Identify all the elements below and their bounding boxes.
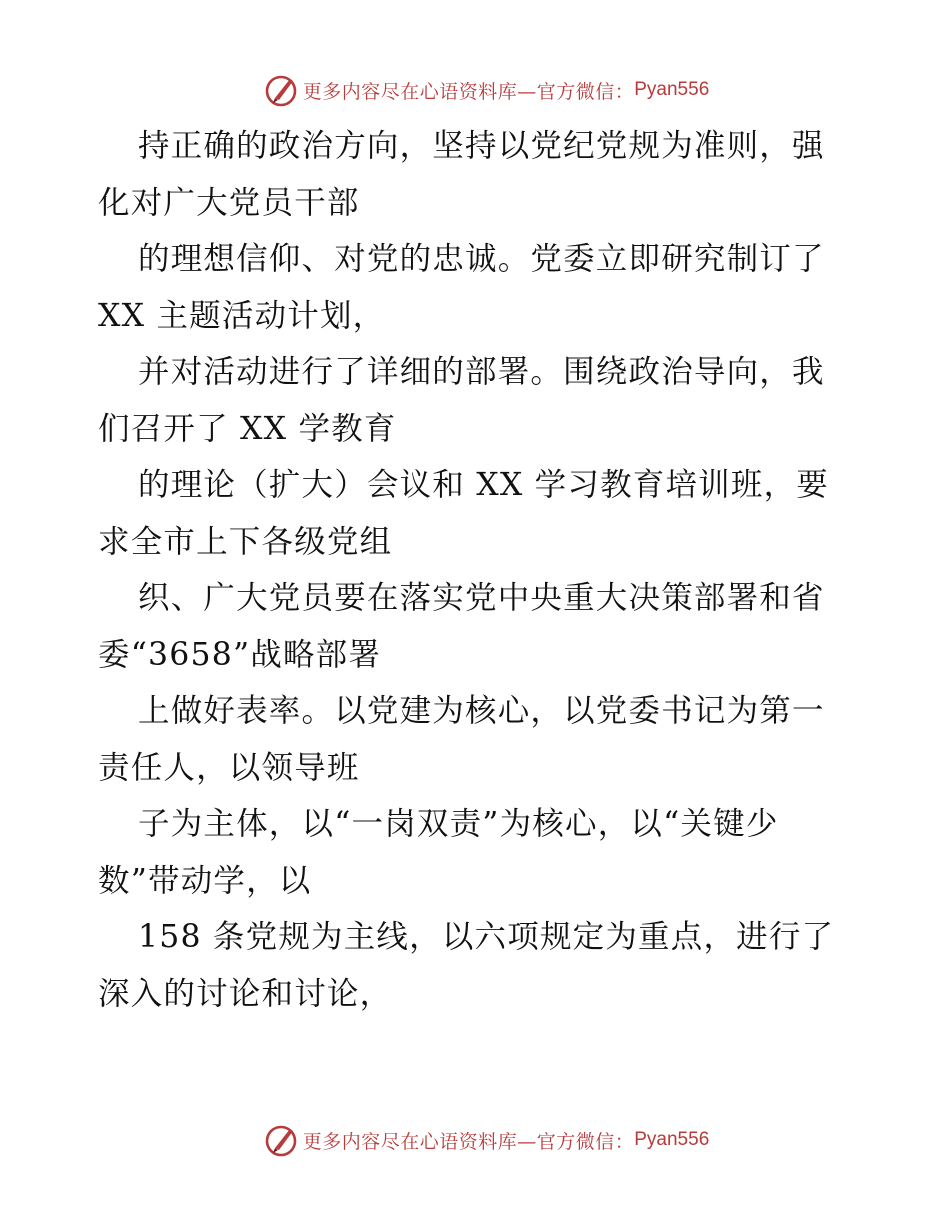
text-line: 委“3658”战略部署	[98, 636, 382, 673]
text-line: 们召开了 XX 学教育	[98, 410, 397, 447]
text-line: 子为主体，以“一岗双责”为核心，以“关键少	[138, 806, 779, 842]
text-line: 158 条党规为主线，以六项规定为重点，进行了	[138, 919, 835, 955]
text-line: 责任人，以领导班	[98, 749, 360, 786]
text-line: 持正确的政治方向，坚持以党纪党规为准则，强	[138, 128, 825, 164]
text-line: 化对广大党员干部	[98, 184, 360, 221]
text-line: 深入的讨论和讨论，	[98, 975, 393, 1012]
header-banner	[0, 68, 950, 112]
quill-pen-circle-icon	[263, 72, 299, 108]
text-line: XX 主题活动计划，	[98, 297, 386, 334]
text-line: 求全市上下各级党组	[98, 523, 393, 560]
text-line: 的理想信仰、对党的忠诚。党委立即研究制订了	[138, 241, 825, 277]
footer-banner-content	[263, 1122, 710, 1158]
quill-pen-circle-icon	[263, 1122, 299, 1158]
footer-banner	[0, 1118, 950, 1162]
text-line: 并对活动进行了详细的部署。围绕政治导向，我	[138, 354, 825, 390]
text-line: 织、广大党员要在落实党中央重大决策部署和省	[138, 580, 825, 616]
text-line: 数”带动学，以	[98, 862, 312, 899]
footer-wechat-id: Pyan556	[634, 1129, 710, 1150]
footer-banner-text: 更多内容尽在心语资料库—官方微信：	[302, 1130, 635, 1153]
document-body	[98, 118, 858, 1022]
header-banner-text: 更多内容尽在心语资料库—官方微信：	[302, 80, 635, 103]
text-line: 的理论（扩大）会议和 XX 学习教育培训班，要	[138, 467, 829, 503]
header-wechat-id: Pyan556	[634, 79, 710, 100]
header-banner-content	[263, 72, 710, 108]
text-line: 上做好表率。以党建为核心，以党委书记为第一	[138, 693, 825, 729]
